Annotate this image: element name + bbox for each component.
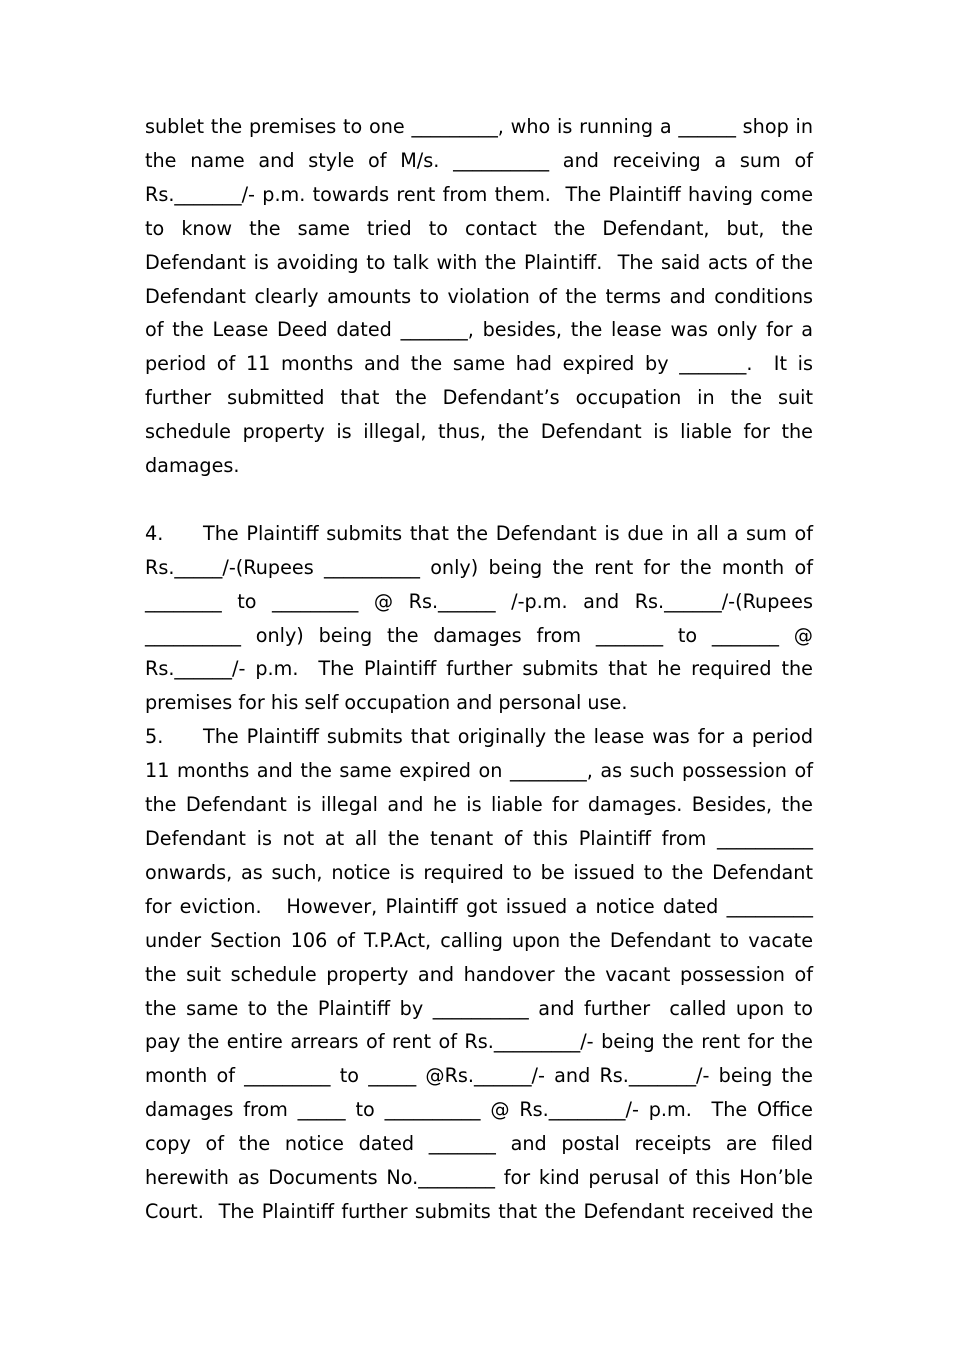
- text-line: the same to the Plaintiff by __________ and further called upon to: [145, 996, 813, 1020]
- paragraph-number: 5.: [145, 725, 164, 749]
- text-line: period of 11 months and the same had expired by _______. It is: [145, 352, 813, 376]
- text-line: month of _________ to _____ @Rs.______/- and Rs._______/- being the: [145, 1064, 813, 1088]
- paragraph-3-continuation: [145, 110, 813, 483]
- text-line: [145, 517, 813, 551]
- text-line: schedule property is illegal, thus, the Defendant is liable for the: [145, 420, 813, 444]
- text-line: Rs._______/- p.m. towards rent from them. The Plaintiff having come: [145, 182, 813, 206]
- text-line: of the Lease Deed dated _______, besides, the lease was only for a: [145, 318, 813, 342]
- text-line: the Defendant is illegal and he is liable for damages. Besides, the: [145, 793, 813, 817]
- text-line: to know the same tried to contact the Defendant, but, the: [145, 216, 813, 240]
- text-line: ________ to _________ @ Rs.______ /-p.m. and Rs.______/-(Rupees: [145, 589, 813, 613]
- text-line: for eviction. However, Plaintiff got issued a notice dated _________: [145, 894, 813, 918]
- text-line: sublet the premises to one _________, who is running a ______ shop in: [145, 115, 813, 138]
- paragraph-number: 4.: [145, 521, 164, 545]
- paragraph-gap: [145, 483, 813, 517]
- text-line: Defendant is not at all the tenant of this Plaintiff from __________: [145, 827, 813, 851]
- text-line: __________ only) being the damages from _______ to _______ @: [145, 623, 813, 647]
- paragraph-5: [145, 720, 813, 1229]
- text-line: onwards, as such, notice is required to be issued to the Defendant: [145, 860, 813, 884]
- text-line: damages.: [145, 454, 240, 478]
- text-line: Rs.______/- p.m. The Plaintiff further submits that he required the: [145, 657, 813, 681]
- text-line: herewith as Documents No.________ for kind perusal of this Hon’ble: [145, 1166, 813, 1190]
- text-line: the suit schedule property and handover the vacant possession of: [145, 962, 813, 986]
- text-line: the name and style of M/s. __________ and receiving a sum of: [145, 148, 813, 172]
- text-line: Court. The Plaintiff further submits that the Defendant received the: [145, 1199, 813, 1223]
- text-line: pay the entire arrears of rent of Rs._________/- being the rent for the: [145, 1030, 813, 1054]
- text-line-content: The Plaintiff submits that originally the lease was for a period: [203, 725, 813, 749]
- text-line-content: The Plaintiff submits that the Defendant is due in all a sum of: [203, 521, 813, 545]
- paragraph-4: [145, 517, 813, 720]
- text-line: Defendant clearly amounts to violation of the terms and conditions: [145, 284, 813, 308]
- text-line: 11 months and the same expired on ________, as such possession of: [145, 759, 813, 783]
- text-line: under Section 106 of T.P.Act, calling upon the Defendant to vacate: [145, 928, 813, 952]
- text-line: Rs._____/-(Rupees __________ only) being the rent for the month of: [145, 555, 813, 579]
- text-line: [145, 720, 813, 754]
- text-line: damages from _____ to __________ @ Rs.________/- p.m. The Office: [145, 1098, 813, 1122]
- document-page: [145, 110, 813, 1229]
- text-line: further submitted that the Defendant’s occupation in the suit: [145, 386, 813, 410]
- text-line: copy of the notice dated _______ and postal receipts are filed: [145, 1132, 813, 1156]
- text-line: Defendant is avoiding to talk with the Plaintiff. The said acts of the: [145, 250, 813, 274]
- text-line: premises for his self occupation and personal use.: [145, 691, 628, 715]
